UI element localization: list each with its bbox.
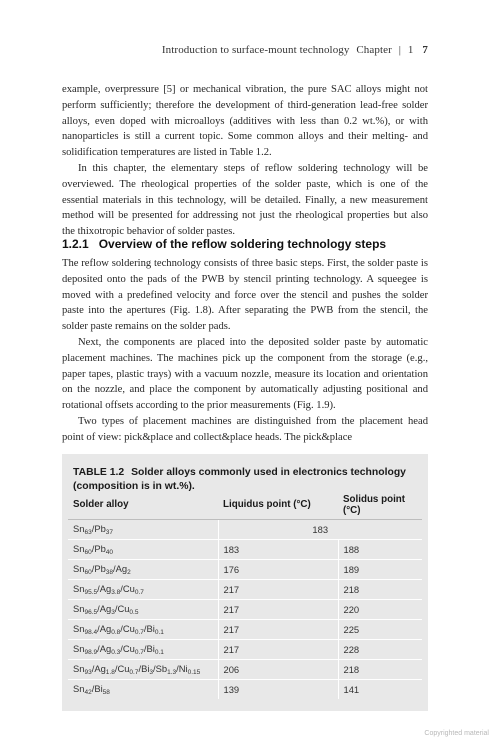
- element-fraction: 60: [84, 549, 92, 556]
- element-fraction: 1.3: [167, 669, 177, 676]
- element-fraction: 98.4: [84, 629, 98, 636]
- element-symbol: Sn: [73, 643, 85, 654]
- element-fraction: 0.7: [129, 669, 139, 676]
- table-row: [68, 620, 422, 640]
- intro-text: [62, 82, 428, 240]
- solidus-cell: 141: [338, 680, 422, 700]
- element-symbol: Bi: [146, 643, 155, 654]
- running-header: [62, 44, 428, 56]
- solidus-cell: 218: [338, 580, 422, 600]
- alloy-cell: $Sn_{93}/Ag_{1.8}/Cu_{0.7}/Bi_3/Sb_{1.3}/Ni_{0.15}$: [68, 660, 218, 680]
- data-table: [68, 490, 422, 699]
- table-label: TABLE 1.2: [73, 467, 125, 478]
- liquidus-cell: 217: [218, 600, 338, 620]
- table-solder-alloys: [62, 454, 428, 711]
- element-symbol: Cu: [122, 583, 135, 594]
- element-fraction: 38: [105, 569, 114, 576]
- liquidus-cell: 217: [218, 640, 338, 660]
- element-symbol: Pb: [94, 563, 106, 574]
- column-header: Solidus point (°C): [338, 490, 422, 520]
- liquidus-cell: 183: [218, 540, 338, 560]
- element-fraction: 37: [105, 529, 114, 536]
- element-fraction: 40: [105, 549, 114, 556]
- element-symbol: Bi: [141, 663, 150, 674]
- alloy-cell: $Sn_{60}/Pb_{40}$: [68, 540, 218, 560]
- alloy-cell: $Sn_{98.4}/Ag_{0.8}/Cu_{0.7}/Bi_{0.1}$: [68, 620, 218, 640]
- element-fraction: 60: [84, 569, 92, 576]
- column-header: Solder alloy: [68, 490, 218, 520]
- element-symbol: Pb: [94, 523, 106, 534]
- chapter-number: 1: [407, 44, 414, 56]
- element-symbol: Sn: [73, 603, 85, 614]
- element-symbol: Ag: [115, 563, 128, 574]
- alloy-cell: $Sn_{98.9}/Ag_{0.3}/Cu_{0.7}/Bi_{0.1}$: [68, 640, 218, 660]
- element-fraction: 0.5: [129, 609, 139, 616]
- element-symbol: Sn: [73, 683, 85, 694]
- solidus-cell: 220: [338, 600, 422, 620]
- liquidus-cell: 206: [218, 660, 338, 680]
- alloy-cell: $Sn_{96.5}/Ag_3/Cu_{0.5}$: [68, 600, 218, 620]
- alloy-cell: $Sn_{63}/Pb_{37}$: [68, 520, 218, 540]
- element-symbol: Cu: [122, 623, 135, 634]
- paragraph: Next, the components are placed into the deposited solder paste by automatic placement machines. The machines pick up the component from the storage (e.g., paper tapes, plastic trays) with a vacuum nozzle, measure its location and orientation on the nozzle, and place the component by automatically adjusting positional and rotational offsets according to the prior measurements (Fig. 1.9).: [62, 336, 428, 412]
- table-row: [68, 600, 422, 620]
- element-symbol: Ag: [99, 603, 112, 614]
- element-fraction: 0.7: [134, 589, 144, 596]
- liquidus-cell: 176: [218, 560, 338, 580]
- element-fraction: 63: [84, 529, 92, 536]
- header-separator: |: [398, 44, 402, 56]
- table-row: [68, 580, 422, 600]
- table-row: [68, 640, 422, 660]
- element-fraction: 58: [102, 689, 110, 696]
- element-fraction: 0.7: [134, 649, 144, 656]
- element-symbol: Bi: [94, 683, 103, 694]
- element-fraction: 3: [149, 669, 154, 676]
- paragraph: The reflow soldering technology consists of three basic steps. First, the solder paste is deposited onto the pads of the PWB by stencil printing technology. A squeegee is moved with a predefined velocity and force over the stencil and pushes the solder paste into the apertures (Fig. 1.8). After separating the PWB from the stencil, the solder paste remains on the solder pads.: [62, 258, 428, 333]
- solidus-cell: 225: [338, 620, 422, 640]
- section-number: 1.2.1: [62, 237, 89, 251]
- liquidus-solidus-cell: 183: [218, 520, 422, 540]
- element-symbol: Pb: [94, 543, 106, 554]
- element-fraction: 0.3: [111, 649, 121, 656]
- element-symbol: Cu: [117, 663, 130, 674]
- element-fraction: 93: [84, 669, 92, 676]
- section-heading: [62, 237, 428, 251]
- element-fraction: 0.8: [111, 629, 121, 636]
- element-symbol: Cu: [122, 643, 135, 654]
- element-symbol: Ag: [94, 663, 106, 674]
- table-row: [68, 520, 422, 540]
- paragraph: In this chapter, the elementary steps of reflow soldering technology will be overviewed. The rheological properties of the solder paste, which is one of the essential materials in this technology, will be detailed. Finally, a new measurement method will be presented for addressing not just the rheological properties but also the thixotropic behavior of solder pastes.: [62, 162, 428, 238]
- element-symbol: Sn: [73, 663, 85, 674]
- solidus-cell: 189: [338, 560, 422, 580]
- table-row: [68, 540, 422, 560]
- page-number: 7: [422, 44, 428, 56]
- element-fraction: 1.8: [105, 669, 115, 676]
- table-row: [68, 660, 422, 680]
- watermark: Copyrighted material: [424, 730, 489, 737]
- running-title: Introduction to surface-mount technology: [161, 44, 350, 56]
- element-fraction: 0.1: [154, 649, 164, 656]
- element-symbol: Sn: [73, 543, 85, 554]
- element-fraction: 3: [111, 609, 115, 616]
- solidus-cell: 228: [338, 640, 422, 660]
- solidus-cell: 218: [338, 660, 422, 680]
- element-symbol: Ni: [178, 663, 188, 674]
- element-symbol: Bi: [146, 623, 155, 634]
- element-fraction: 96.5: [84, 609, 98, 616]
- element-fraction: 42: [84, 689, 92, 696]
- liquidus-cell: 217: [218, 620, 338, 640]
- element-symbol: Sb: [155, 663, 168, 674]
- element-fraction: 0.1: [154, 629, 164, 636]
- element-fraction: 2: [127, 569, 131, 576]
- element-fraction: 95.5: [84, 589, 98, 596]
- element-symbol: Ag: [99, 643, 112, 654]
- section-title: Overview of the reflow soldering technology steps: [98, 237, 387, 251]
- element-fraction: 98.9: [84, 649, 98, 656]
- chapter-label: Chapter: [356, 44, 392, 56]
- table-row: [68, 680, 422, 700]
- alloy-cell: $Sn_{60}/Pb_{38}/Ag_2$: [68, 560, 218, 580]
- liquidus-cell: 139: [218, 680, 338, 700]
- paragraph: Two types of placement machines are distinguished from the placement head point of view: pick&place and collect&place heads. The pick&place: [62, 415, 428, 443]
- element-symbol: Sn: [73, 623, 85, 634]
- element-symbol: Ag: [99, 623, 112, 634]
- element-symbol: Ag: [99, 583, 112, 594]
- element-symbol: Sn: [73, 523, 85, 534]
- element-symbol: Cu: [117, 603, 130, 614]
- element-symbol: Sn: [73, 583, 85, 594]
- alloy-cell: $Sn_{95.5}/Ag_{3.8}/Cu_{0.7}$: [68, 580, 218, 600]
- element-symbol: Sn: [73, 563, 85, 574]
- liquidus-cell: 217: [218, 580, 338, 600]
- solidus-cell: 188: [338, 540, 422, 560]
- column-header: Liquidus point (°C): [218, 490, 338, 520]
- paragraph: example, overpressure [5] or mechanical vibration, the pure SAC alloys might not perform sufficiently; therefore the development of third-generation lead-free solder alloys, even doped with microalloys (additives with less than 0.2 wt.%), or with nanoparticles is still a current topic. Some common alloys and their melting- and solidification temperatures are listed in Table 1.2.: [62, 84, 428, 159]
- table-row: [68, 560, 422, 580]
- element-fraction: 3.8: [111, 589, 121, 596]
- element-fraction: 0.7: [134, 629, 144, 636]
- alloy-cell: $Sn_{42}/Bi_{58}$: [68, 680, 218, 700]
- table-caption-text: Solder alloys commonly used in electronics technology (composition is in wt.%).: [73, 467, 406, 492]
- element-fraction: 0.15: [187, 669, 201, 676]
- section-text: [62, 256, 428, 446]
